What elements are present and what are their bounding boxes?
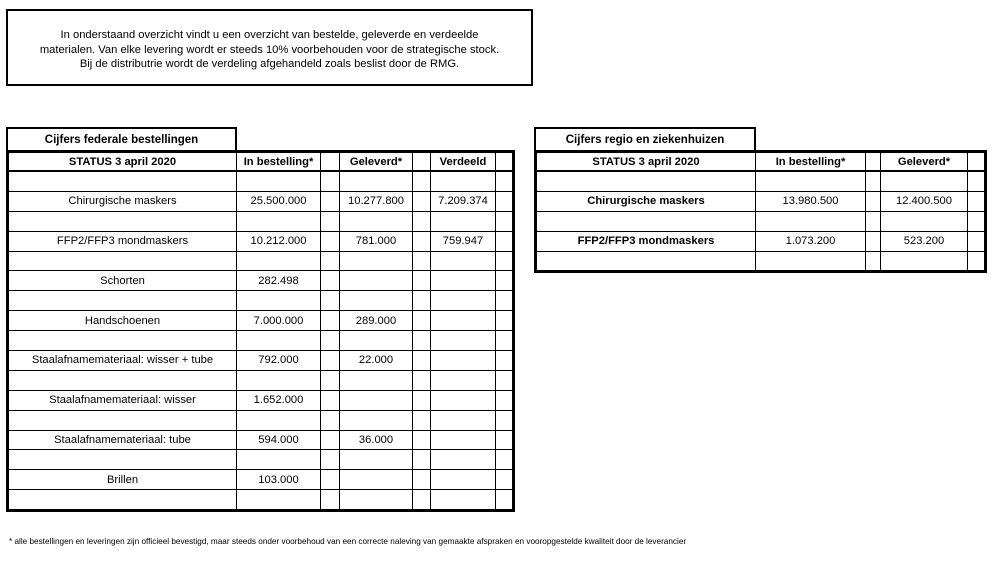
spacer-row xyxy=(8,171,514,191)
spacer-row xyxy=(536,251,986,272)
delivered-value: 289.000 xyxy=(340,311,413,331)
delivered-header: Geleverd* xyxy=(881,152,968,172)
intro-line: Bij de distributrie wordt de verdeling afgehandeld zoals beslist door de RMG. xyxy=(79,58,460,70)
delivered-value: 12.400.500 xyxy=(881,191,968,211)
table-row xyxy=(8,191,514,211)
item-name: Brillen xyxy=(8,470,237,490)
intro-line: In onderstaand overzicht vindt u een overzicht van bestelde, geleverde en verdeelde xyxy=(60,29,479,41)
distributed-value xyxy=(431,271,496,291)
ordered-value: 103.000 xyxy=(237,470,321,490)
table-row xyxy=(8,351,514,371)
ordered-value: 282.498 xyxy=(237,271,321,291)
delivered-value: 10.277.800 xyxy=(340,191,413,211)
spacer-row xyxy=(8,211,514,231)
table-row xyxy=(8,470,514,490)
item-name: Schorten xyxy=(8,271,237,291)
intro-line: materialen. Van elke levering wordt er steeds 10% voorbehouden voor de strategische stock. xyxy=(39,43,500,56)
intro-text-box xyxy=(6,9,533,86)
regional-table-title: Cijfers regio en ziekenhuizen xyxy=(534,127,756,151)
item-name: Handschoenen xyxy=(8,311,237,331)
spacer-row xyxy=(8,370,514,390)
item-name: Staalafnamemateriaal: tube xyxy=(8,430,237,450)
distributed-value: 759.947 xyxy=(431,231,496,251)
distributed-value xyxy=(431,311,496,331)
delivered-value: 22.000 xyxy=(340,351,413,371)
regional-orders-table xyxy=(534,150,987,273)
spacer-row xyxy=(8,490,514,511)
table-row xyxy=(8,271,514,291)
table-row xyxy=(536,231,986,251)
item-name: Chirurgische maskers xyxy=(536,191,756,211)
item-name: Staalafnamemateriaal: wisser xyxy=(8,390,237,410)
table-row xyxy=(8,390,514,410)
distributed-value: 7.209.374 xyxy=(431,191,496,211)
ordered-value: 792.000 xyxy=(237,351,321,371)
ordered-value: 25.500.000 xyxy=(237,191,321,211)
ordered-value: 10.212.000 xyxy=(237,231,321,251)
item-name: FFP2/FFP3 mondmaskers xyxy=(8,231,237,251)
table-row xyxy=(8,430,514,450)
federal-orders-table xyxy=(6,150,515,512)
delivered-value: 781.000 xyxy=(340,231,413,251)
distributed-value xyxy=(431,470,496,490)
footnote: * alle bestellingen en leveringen zijn officieel bevestigd, maar steeds onder voorbehoud van een correcte naleving van gemaakte afspraken en vooropgestelde kwaliteit door de leverancier xyxy=(9,537,687,546)
delivered-value xyxy=(340,271,413,291)
item-name: FFP2/FFP3 mondmaskers xyxy=(536,231,756,251)
status-header: STATUS 3 april 2020 xyxy=(8,152,237,172)
spacer-row xyxy=(8,450,514,470)
distributed-value xyxy=(431,390,496,410)
spacer-row xyxy=(8,331,514,351)
table-row xyxy=(8,311,514,331)
ordered-header: In bestelling* xyxy=(756,152,866,172)
table-row xyxy=(536,191,986,211)
ordered-value: 7.000.000 xyxy=(237,311,321,331)
delivered-header: Geleverd* xyxy=(340,152,413,172)
status-header: STATUS 3 april 2020 xyxy=(536,152,756,172)
ordered-header: In bestelling* xyxy=(237,152,321,172)
spacer-row xyxy=(536,211,986,231)
delivered-value xyxy=(340,390,413,410)
table-row xyxy=(8,231,514,251)
table-header-row xyxy=(8,152,514,172)
spacer-row xyxy=(536,171,986,191)
distributed-value xyxy=(431,430,496,450)
spacer-row xyxy=(8,251,514,271)
ordered-value: 1.652.000 xyxy=(237,390,321,410)
ordered-value: 13.980.500 xyxy=(756,191,866,211)
item-name: Chirurgische maskers xyxy=(8,191,237,211)
spacer-row xyxy=(8,410,514,430)
spacer-row xyxy=(8,291,514,311)
table-header-row xyxy=(536,152,986,172)
ordered-value: 594.000 xyxy=(237,430,321,450)
ordered-value: 1.073.200 xyxy=(756,231,866,251)
delivered-value: 523.200 xyxy=(881,231,968,251)
federal-table-title: Cijfers federale bestellingen xyxy=(6,127,237,151)
distributed-value xyxy=(431,351,496,371)
delivered-value: 36.000 xyxy=(340,430,413,450)
item-name: Staalafnamemateriaal: wisser + tube xyxy=(8,351,237,371)
distributed-header: Verdeeld xyxy=(431,152,496,172)
delivered-value xyxy=(340,470,413,490)
